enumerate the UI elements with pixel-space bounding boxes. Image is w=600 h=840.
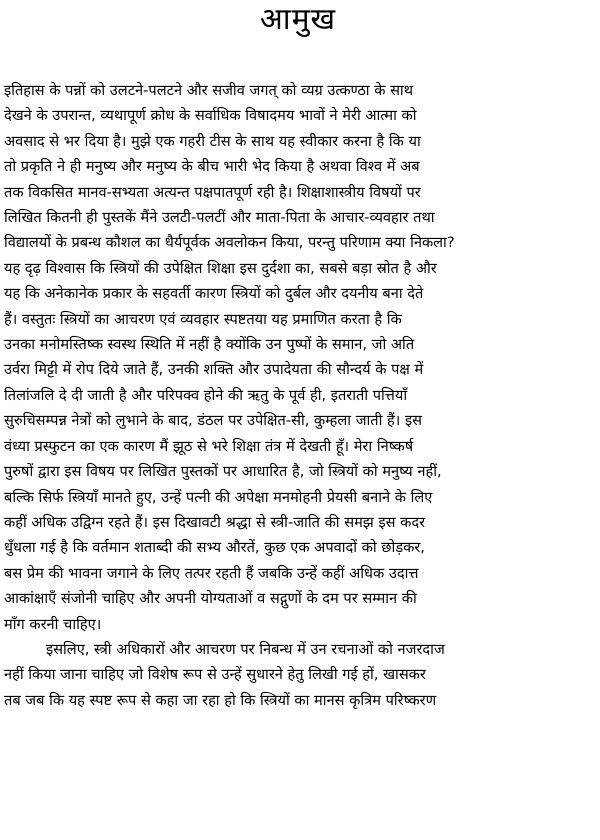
text-line: इसलिए, स्त्री अधिकारों और आचरण पर निबन्ध में उन रचनाओं को नजरदाज: [46, 640, 445, 658]
text-line: अवसाद से भर दिया है। मुझे एक गहरी टीस के साथ यह स्वीकार करना है कि या: [4, 132, 421, 150]
paragraph-2: [4, 637, 592, 713]
page-title: आमुख: [259, 2, 337, 37]
text-line: बस प्रेम की भावना जगाने के लिए तत्पर रहती हैं जबकि उन्हें कहीं अधिक उदात्त: [4, 564, 419, 582]
text-line: देखने के उपरान्त, व्यथापूर्ण क्रोध के सर्वाधिक विषादमय भावों ने मेरी आत्मा को: [4, 107, 417, 125]
paragraph-1: [4, 78, 592, 637]
text-line: वंध्या प्रस्फुटन का एक कारण मैं झूठ से भरे शिक्षा तंत्र में देखती हूँ। मेरा निष्कर्ष: [4, 437, 414, 455]
text-line: तो प्रकृति ने ही मनुष्य और मनुष्य के बीच भारी भेद किया है अथवा विश्व में अब: [4, 158, 420, 176]
text-line: यह कि अनेकानेक प्रकार के सहवर्ती कारण स्त्रियों को दुर्बल और दयनीय बना देते: [4, 285, 424, 303]
text-line: उनका मनोमस्तिष्क स्वस्थ स्थिति में नहीं है क्योंकि उन पुष्पों के समान, जो अति: [4, 336, 415, 354]
text-line: तिलांजलि दे दी जाती है और परिपक्व होने की ऋतु के पूर्व ही, इतराती पत्तियाँ: [4, 386, 408, 404]
text-line: तब जब कि यह स्पष्ट रूप से कहा जा रहा हो कि स्त्रियों का मानस कृत्रिम परिष्करण: [4, 691, 437, 709]
text-line: उर्वरा मिट्टी में रोप दिये जाते हैं, उनकी शक्ति और उपादेयता की सौन्दर्य के पक्ष में: [4, 361, 424, 379]
text-line: धुँधला गई है कि वर्तमान शताब्दी की सभ्य औरतें, कुछ एक अपवादों को छोड़कर,: [4, 539, 425, 557]
text-line: इतिहास के पन्नों को उलटने-पलटने और सजीव जगत् को व्यग्र उत्कण्ठा के साथ: [4, 82, 414, 99]
text-line: पुरुषों द्वारा इस विषय पर लिखित पुस्तकों पर आधारित है, जो स्त्रियों को मनुष्य नहीं,: [4, 463, 442, 481]
text-line: विद्यालयों के प्रबन्ध कौशल का धैर्यपूर्वक अवलोकन किया, परन्तु परिणाम क्या निकला?: [4, 234, 455, 252]
text-line: माँग करनी चाहिए।: [4, 615, 102, 633]
text-line: लिखित कितनी ही पुस्तकें मैंने उलटी-पलटीं और माता-पिता के आचार-व्यवहार तथा: [4, 209, 435, 227]
text-line: आकांक्षाएँ संजोनी चाहिए और अपनी योग्यताओं व सद्गुणों के दम पर सम्मान की: [4, 590, 417, 608]
text-line: तक विकसित मानव-सभ्यता अत्यन्त पक्षपातपूर्ण रही है। शिक्षाशास्त्रीय विषयों पर: [4, 183, 421, 201]
text-line: यह दृढ़ विश्वास कि स्त्रियों की उपेक्षित शिक्षा इस दुर्दशा का, सबसे बड़ा स्रोत है और: [4, 259, 437, 277]
text-line: बल्कि सिर्फ स्त्रियाँ मानते हुए, उन्हें पत्नी की अपेक्षा मनमोहनी प्रेयसी बनाने के लिए: [4, 488, 433, 506]
text-line: नहीं किया जाना चाहिए जो विशेष रूप से उन्हें सुधारने हेतु लिखी गई हों, खासकर: [4, 666, 426, 684]
text-line: कहीं अधिक उद्विग्न रहते हैं। इस दिखावटी श्रद्धा से स्त्री-जाति की समझ इस कदर: [4, 513, 426, 531]
text-line: हैं। वस्तुतः स्त्रियों का आचरण एवं व्यवहार स्पष्टतया यह प्रमाणित करता है कि: [4, 310, 402, 328]
text-line: सुरुचिसम्पन्न नेत्रों को लुभाने के बाद, डंठल पर उपेक्षित-सी, कुम्हला जाती हैं। इस: [4, 412, 422, 430]
